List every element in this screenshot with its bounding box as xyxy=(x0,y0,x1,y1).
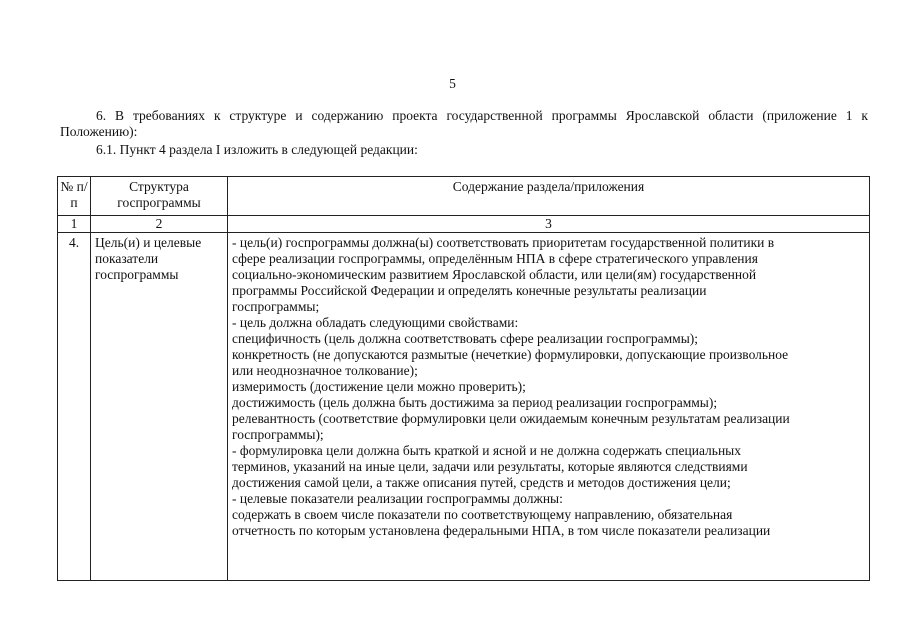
column-number-row xyxy=(58,216,870,233)
paragraph-6: 6. В требованиях к структуре и содержанию проекта государственной программы Ярославской области (приложение 1 к Положению): xyxy=(60,108,868,139)
content-line: программы Российской Федерации и определять конечные результаты реализации xyxy=(232,283,707,298)
table-header-row xyxy=(58,177,870,216)
content-line: - целевые показатели реализации госпрограммы должны: xyxy=(232,491,563,506)
content-line: специфичность (цель должна соответствовать сфере реализации госпрограммы); xyxy=(232,331,699,346)
header-structure: Структура госпрограммы xyxy=(91,177,228,216)
content-line: достижения самой цели, а также описания путей, средств и методов достижения цели; xyxy=(232,475,731,490)
content-line: социально-экономическим развитием Ярославской области, или цели(ям) государственной xyxy=(232,267,757,282)
content-line: конкретность (не допускаются размытые (нечеткие) формулировки, допускающие произвольное xyxy=(232,347,789,362)
row-number: 4. xyxy=(58,233,91,581)
page-number: 5 xyxy=(449,76,456,91)
row-name: Цель(и) и целевые показатели госпрограммы xyxy=(91,233,228,581)
content-line: или неоднозначное толкование); xyxy=(232,363,418,378)
header-content: Содержание раздела/приложения xyxy=(228,177,870,216)
content-line: - цель(и) госпрограммы должна(ы) соответствовать приоритетам государственной политики в xyxy=(232,235,775,250)
content-line: госпрограммы; xyxy=(232,299,320,314)
content-line: госпрограммы); xyxy=(232,427,324,442)
content-line: сфере реализации госпрограммы, определённым НПА в сфере стратегического управления xyxy=(232,251,758,266)
paragraph-6-1: 6.1. Пункт 4 раздела I изложить в следующей редакции: xyxy=(96,142,418,157)
row-content xyxy=(228,233,870,581)
content-line: - формулировка цели должна быть краткой и ясной и не должна содержать специальных xyxy=(232,443,741,458)
structure-table xyxy=(57,176,870,581)
content-line: достижимость (цель должна быть достижима за период реализации госпрограммы); xyxy=(232,395,718,410)
column-number: 2 xyxy=(91,216,228,233)
column-number: 1 xyxy=(58,216,91,233)
content-line: отчетность по которым установлена федеральными НПА, в том числе показатели реализации xyxy=(232,523,771,538)
content-line: терминов, указаний на иные цели, задачи или результаты, которые являются следствиями xyxy=(232,459,748,474)
content-line: релевантность (соответствие формулировки цели ожидаемым конечным результатам реализации xyxy=(232,411,790,426)
header-num: № п/п xyxy=(58,177,91,216)
content-line: измеримость (достижение цели можно проверить); xyxy=(232,379,526,394)
content-line: содержать в своем числе показатели по соответствующему направлению, обязательная xyxy=(232,507,733,522)
content-line: - цель должна обладать следующими свойствами: xyxy=(232,315,519,330)
table-row xyxy=(58,233,870,581)
column-number: 3 xyxy=(228,216,870,233)
